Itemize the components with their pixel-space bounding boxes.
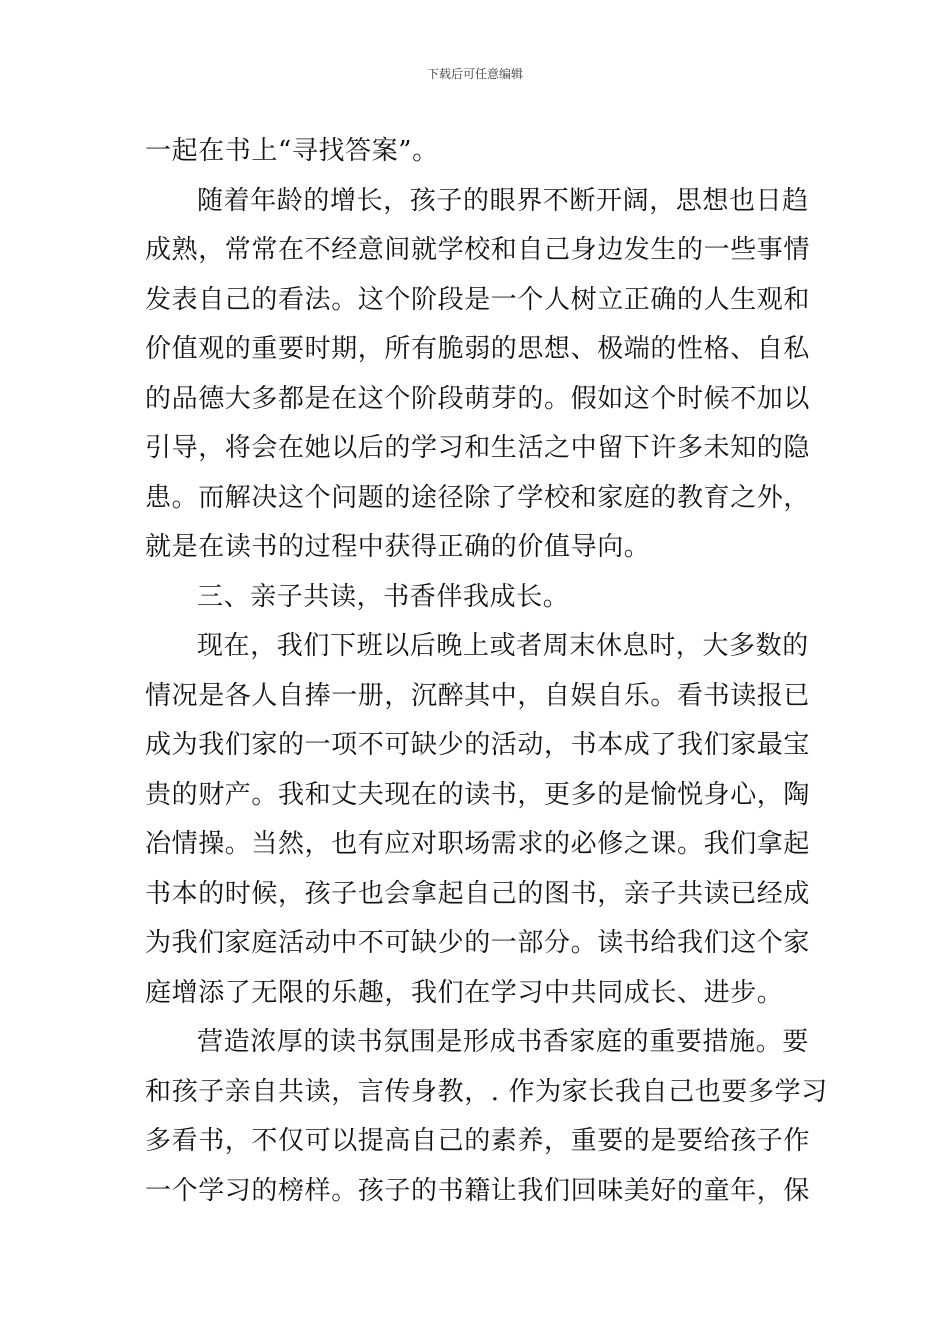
text-line: 成为我们家的一项不可缺少的活动，书本成了我们家最宝: [145, 730, 811, 760]
text-line: 就是在读书的过程中获得正确的价值导向。: [145, 532, 651, 562]
text-line: 书本的时候，孩子也会拿起自己的图书，亲子共读已经成: [145, 878, 811, 909]
text-line: 的品德大多都是在这个阶段萌芽的。假如这个时候不加以: [145, 383, 811, 414]
section-heading: 三、亲子共读，书香伴我成长。: [197, 581, 570, 612]
text-line: 庭增添了无限的乐趣，我们在学习中共同成长、进步。: [145, 977, 784, 1008]
text-line: 发表自己的看法。这个阶段是一个人树立正确的人生观和: [145, 284, 811, 315]
text-line: 和孩子亲自共读，言传身教，. 作为家长我自己也要多学习: [145, 1076, 828, 1107]
text-line: 一起在书上“寻找答案”。: [145, 136, 439, 166]
text-line: 情况是各人自捧一册，沉醉其中，自娱自乐。看书读报已: [145, 680, 811, 711]
text-line: 多看书，不仅可以提高自己的素养，重要的是要给孩子作: [145, 1126, 811, 1156]
text-line: 冶情操。当然，也有应对职场需求的必修之课。我们拿起: [145, 829, 811, 859]
body-text: [145, 127, 828, 1216]
paragraph-first-line: 随着年龄的增长，孩子的眼界不断开阔，思想也日趋: [197, 185, 809, 216]
paragraph-first-line: 营造浓厚的读书氛围是形成书香家庭的重要措施。要: [197, 1027, 809, 1057]
text-line: 价值观的重要时期，所有脆弱的思想、极端的性格、自私: [145, 334, 811, 364]
page-header: 下载后可任意编辑: [426, 67, 523, 81]
text-line: 为我们家庭活动中不可缺少的一部分。读书给我们这个家: [145, 928, 811, 958]
text-line: 一个学习的榜样。孩子的书籍让我们回味美好的童年，保: [145, 1175, 811, 1206]
text-line: 患。而解决这个问题的途径除了学校和家庭的教育之外，: [145, 482, 811, 513]
paragraph-first-line: 现在，我们下班以后晚上或者周末休息时，大多数的: [197, 631, 809, 661]
text-line: 成熟，常常在不经意间就学校和自己身边发生的一些事情: [145, 235, 811, 265]
text-line: 贵的财产。我和丈夫现在的读书，更多的是愉悦身心，陶: [145, 779, 811, 810]
text-line: 引导，将会在她以后的学习和生活之中留下许多未知的隐: [145, 433, 811, 463]
